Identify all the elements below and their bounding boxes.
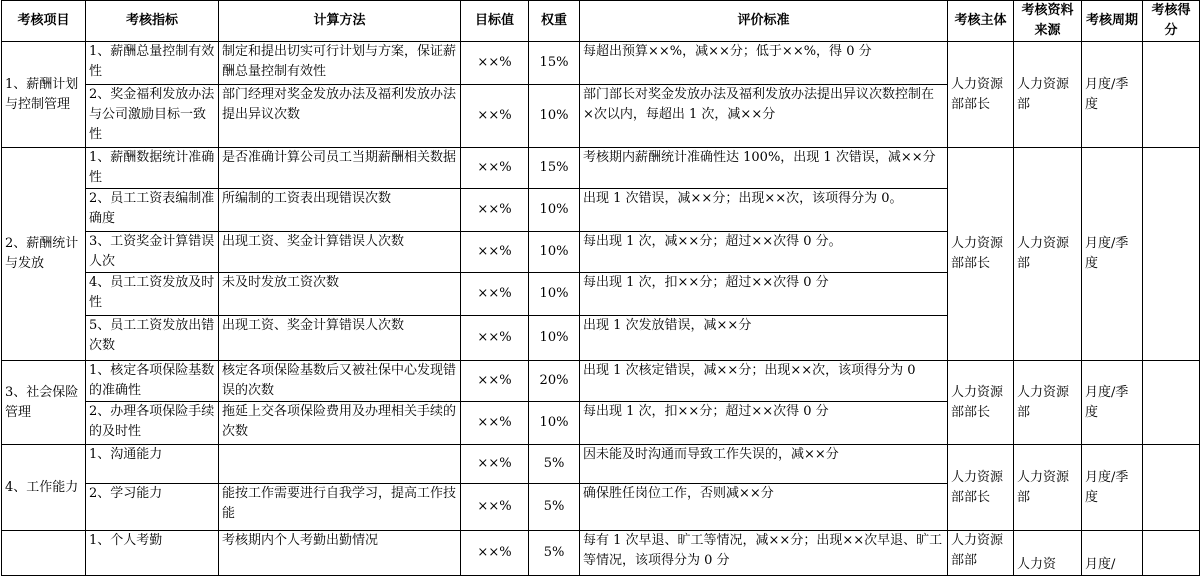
method-cell: 考核期内个人考勤出勤情况 (219, 531, 461, 576)
weight-cell: 10% (529, 189, 580, 232)
standard-cell: 部门部长对奖金发放办法及福利发放办法提出异议次数控制在×次以内，每超出 1 次，减××分 (580, 85, 948, 148)
header-method: 计算方法 (219, 1, 461, 42)
header-weight: 权重 (529, 1, 580, 42)
indicator-cell: 1、个人考勤 (86, 531, 219, 576)
subject-cell: 人力资源部部长 (948, 361, 1014, 445)
indicator-cell: 3、工资奖金计算错误人次 (86, 232, 219, 273)
header-subject: 考核主体 (948, 1, 1014, 42)
standard-cell: 每超出预算××%，减××分；低于××%，得 0 分 (580, 42, 948, 85)
target-cell: ××% (461, 445, 529, 484)
header-standard: 评价标准 (580, 1, 948, 42)
standard-cell: 出现 1 次发放错误，减××分 (580, 316, 948, 361)
table-row (2, 148, 1200, 189)
method-cell: 出现工资、奖金计算错误人次数 (219, 232, 461, 273)
category-cell: 1、薪酬计划与控制管理 (2, 42, 86, 148)
method-cell: 部门经理对奖金发放办法及福利发放办法提出异议次数 (219, 85, 461, 148)
method-cell: 拖延上交各项保险费用及办理相关手续的次数 (219, 402, 461, 445)
score-cell (1143, 148, 1200, 361)
indicator-cell: 5、员工工资发放出错次数 (86, 316, 219, 361)
weight-cell: 15% (529, 42, 580, 85)
method-cell: 未及时发放工资次数 (219, 273, 461, 316)
method-cell: 制定和提出切实可行计划与方案，保证薪酬总量控制有效性 (219, 42, 461, 85)
method-cell: 核定各项保险基数后又被社保中心发现错误的次数 (219, 361, 461, 402)
method-cell: 能按工作需要进行自我学习，提高工作技能 (219, 484, 461, 531)
source-cell: 人力资源部 (1014, 361, 1082, 445)
method-cell: 所编制的工资表出现错误次数 (219, 189, 461, 232)
standard-cell: 考核期内薪酬统计准确性达 100%，出现 1 次错误，减××分 (580, 148, 948, 189)
indicator-cell: 1、薪酬总量控制有效性 (86, 42, 219, 85)
target-cell: ××% (461, 402, 529, 445)
target-cell: ××% (461, 189, 529, 232)
standard-cell: 每出现 1 次，减××分；超过××次得 0 分。 (580, 232, 948, 273)
category-cell: 4、工作能力 (2, 445, 86, 531)
standard-cell: 出现 1 次核定错误，减××分；出现××次，该项得分为 0 (580, 361, 948, 402)
subject-cell: 人力资源部部 (948, 531, 1014, 576)
indicator-cell: 2、奖金福利发放办法与公司激励目标一致性 (86, 85, 219, 148)
weight-cell: 5% (529, 445, 580, 484)
weight-cell: 20% (529, 361, 580, 402)
target-cell: ××% (461, 361, 529, 402)
header-period: 考核周期 (1082, 1, 1143, 42)
target-cell: ××% (461, 42, 529, 85)
period-cell: 月度/季度 (1082, 42, 1143, 148)
table-row (2, 445, 1200, 484)
category-cell (2, 531, 86, 576)
weight-cell: 10% (529, 232, 580, 273)
standard-cell: 每有 1 次早退、旷工等情况，减××分；出现××次早退、旷工等情况，该项得分为 0 分 (580, 531, 948, 576)
target-cell: ××% (461, 531, 529, 576)
target-cell: ××% (461, 484, 529, 531)
indicator-cell: 1、核定各项保险基数的准确性 (86, 361, 219, 402)
header-score: 考核得分 (1143, 1, 1200, 42)
header-target: 目标值 (461, 1, 529, 42)
standard-cell: 每出现 1 次，扣××分；超过××次得 0 分 (580, 273, 948, 316)
header-row (2, 1, 1200, 42)
weight-cell: 10% (529, 85, 580, 148)
method-cell (219, 445, 461, 484)
score-cell (1143, 531, 1200, 576)
period-cell: 月度/ (1082, 531, 1143, 576)
header-source: 考核资料来源 (1014, 1, 1082, 42)
indicator-cell: 1、薪酬数据统计准确性 (86, 148, 219, 189)
indicator-cell: 2、办理各项保险手续的及时性 (86, 402, 219, 445)
header-item: 考核项目 (2, 1, 86, 42)
period-cell: 月度/季度 (1082, 148, 1143, 361)
kpi-table (1, 0, 1200, 576)
weight-cell: 5% (529, 531, 580, 576)
indicator-cell: 1、沟通能力 (86, 445, 219, 484)
table-row (2, 361, 1200, 402)
indicator-cell: 2、员工工资表编制准确度 (86, 189, 219, 232)
period-cell: 月度/季度 (1082, 361, 1143, 445)
header-indicator: 考核指标 (86, 1, 219, 42)
indicator-cell: 2、学习能力 (86, 484, 219, 531)
weight-cell: 5% (529, 484, 580, 531)
subject-cell: 人力资源部部长 (948, 148, 1014, 361)
source-cell: 人力资源部 (1014, 148, 1082, 361)
target-cell: ××% (461, 232, 529, 273)
target-cell: ××% (461, 273, 529, 316)
score-cell (1143, 42, 1200, 148)
weight-cell: 10% (529, 402, 580, 445)
method-cell: 出现工资、奖金计算错误人次数 (219, 316, 461, 361)
source-cell: 人力资 (1014, 531, 1082, 576)
standard-cell: 每出现 1 次，扣××分；超过××次得 0 分 (580, 402, 948, 445)
table-row (2, 531, 1200, 576)
weight-cell: 15% (529, 148, 580, 189)
indicator-cell: 4、员工工资发放及时性 (86, 273, 219, 316)
score-cell (1143, 361, 1200, 445)
target-cell: ××% (461, 148, 529, 189)
table-row (2, 42, 1200, 85)
source-cell: 人力资源部 (1014, 445, 1082, 531)
category-cell: 2、薪酬统计与发放 (2, 148, 86, 361)
period-cell: 月度/季度 (1082, 445, 1143, 531)
score-cell (1143, 445, 1200, 531)
standard-cell: 出现 1 次错误，减××分；出现××次，该项得分为 0。 (580, 189, 948, 232)
subject-cell: 人力资源部部长 (948, 445, 1014, 531)
target-cell: ××% (461, 85, 529, 148)
weight-cell: 10% (529, 316, 580, 361)
weight-cell: 10% (529, 273, 580, 316)
standard-cell: 因未能及时沟通而导致工作失误的，减××分 (580, 445, 948, 484)
standard-cell: 确保胜任岗位工作，否则减××分 (580, 484, 948, 531)
subject-cell: 人力资源部部长 (948, 42, 1014, 148)
method-cell: 是否准确计算公司员工当期薪酬相关数据 (219, 148, 461, 189)
category-cell: 3、社会保险管理 (2, 361, 86, 445)
source-cell: 人力资源部 (1014, 42, 1082, 148)
target-cell: ××% (461, 316, 529, 361)
